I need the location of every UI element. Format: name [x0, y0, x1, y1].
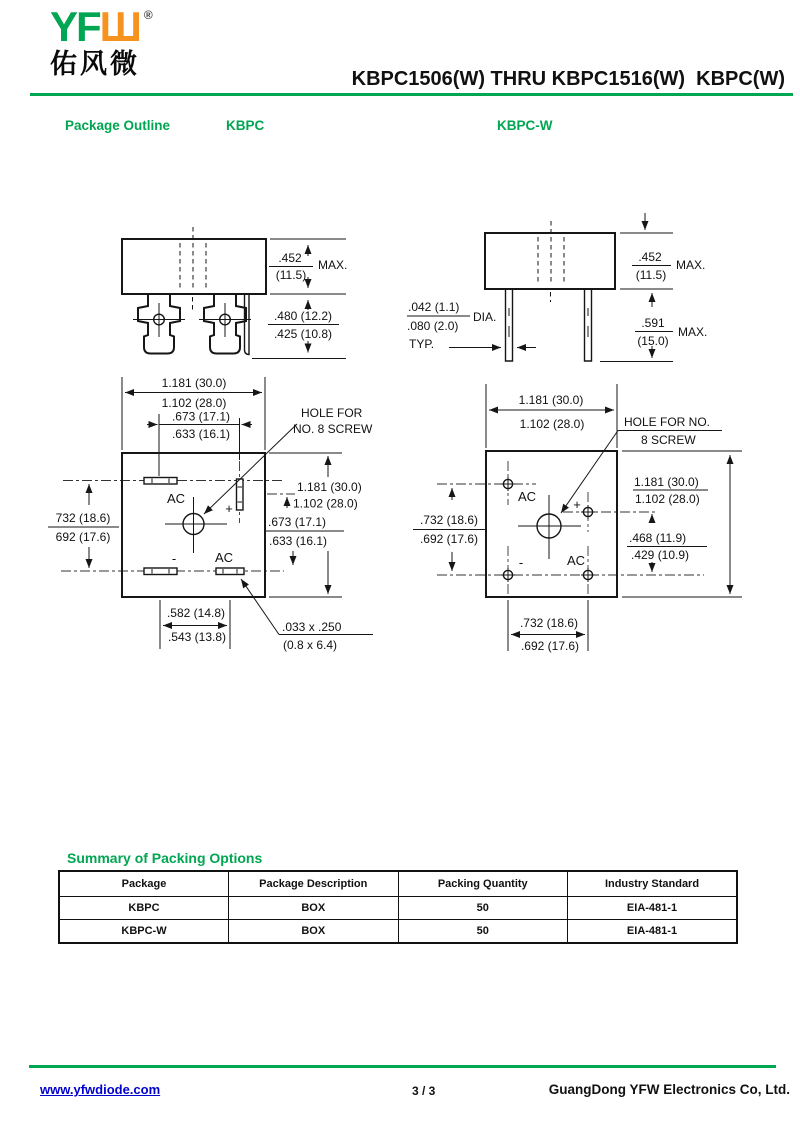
hole-note-line2: 8 SCREW	[641, 433, 696, 447]
dim-label: .673 (17.1)	[171, 409, 231, 424]
kbpc-top-view	[48, 376, 373, 652]
col-header-description: Package Description	[229, 871, 399, 897]
cell-standard: EIA-481-1	[568, 897, 738, 920]
registered-mark-icon: ®	[143, 8, 153, 22]
dim-label: .042 (1.1)	[408, 300, 460, 314]
terminal-label-plus: +	[573, 497, 581, 512]
kbpcw-lead-center-marks	[509, 308, 588, 337]
dim-label: .692 (17.6)	[419, 532, 479, 546]
col-header-quantity: Packing Quantity	[398, 871, 568, 897]
dim-label: TYP.	[409, 337, 435, 351]
kbpcw-top-view	[413, 384, 742, 653]
website-link[interactable]: www.yfwdiode.com	[40, 1082, 161, 1097]
terminal-label-ac-top: AC	[166, 491, 186, 506]
dim-label: 1.181 (30.0)	[518, 393, 584, 407]
logo-chinese-name: 佑风微	[50, 49, 140, 79]
logo-yf-text: YF	[50, 3, 100, 50]
slot-note-line1: .033 x .250	[282, 620, 342, 634]
cell-description: BOX	[229, 897, 399, 920]
dim-label: .080 (2.0)	[407, 319, 459, 333]
dim-label: .591	[641, 316, 665, 330]
hole-note-line2: NO. 8 SCREW	[293, 422, 373, 436]
dim-label: 1.181 (30.0)	[161, 376, 227, 390]
page-number: 3 / 3	[412, 1084, 436, 1098]
dim-label: 732 (18.6)	[55, 511, 111, 525]
kbpc-side-view	[122, 227, 347, 359]
company-name: GuangDong YFW Electronics Co, Ltd.	[548, 1082, 790, 1097]
hole-note-line1: HOLE FOR	[301, 406, 363, 420]
kbpc-body	[122, 239, 266, 294]
terminal-label-ac-bottom: AC	[214, 550, 234, 565]
terminal-label-ac-top: AC	[517, 489, 537, 504]
variant-label-kbpc: KBPC	[226, 118, 265, 133]
kbpc-slot-ac-bottom	[216, 568, 244, 575]
variant-label-kbpc-w: KBPC-W	[497, 118, 553, 133]
package-outline-drawings	[0, 170, 800, 670]
dim-label: MAX.	[318, 258, 348, 272]
dim-label: 1.102 (28.0)	[293, 496, 358, 511]
table-row	[59, 920, 737, 944]
dim-label: .480 (12.2)	[273, 309, 333, 323]
kbpcw-body	[485, 233, 615, 289]
kbpcw-lead-left	[506, 289, 513, 361]
dim-label: .452	[638, 250, 662, 264]
cell-quantity: 50	[398, 920, 568, 944]
kbpc-slot-plus	[237, 479, 244, 510]
dim-label: .543 (13.8)	[167, 630, 227, 644]
cell-package: KBPC-W	[59, 920, 229, 944]
terminal-label-ac-bottom: AC	[566, 553, 586, 568]
yfw-logo	[50, 3, 153, 79]
dim-label: MAX.	[676, 258, 706, 272]
terminal-label-minus: -	[518, 555, 524, 570]
logo-wordmark	[50, 3, 153, 50]
dim-label: .633 (16.1)	[269, 534, 328, 548]
dim-label: MAX.	[678, 325, 708, 339]
cell-package: KBPC	[59, 897, 229, 920]
dim-label: .732 (18.6)	[419, 513, 479, 527]
dim-label: .582 (14.8)	[166, 606, 226, 620]
kbpcw-side-view	[407, 213, 707, 362]
page-title: KBPC1506(W) THRU KBPC1516(W) KBPC(W)	[351, 68, 785, 90]
dim-label: 692 (17.6)	[55, 530, 111, 544]
dim-label: .429 (10.9)	[631, 548, 690, 562]
terminal-label-minus: -	[171, 551, 177, 566]
dim-label: (15.0)	[637, 334, 669, 348]
col-header-standard: Industry Standard	[568, 871, 738, 897]
dim-label: 1.102 (28.0)	[635, 492, 700, 506]
cell-standard: EIA-481-1	[568, 920, 738, 944]
kbpc-terminal-edge	[245, 294, 250, 355]
dim-label: DIA.	[473, 310, 497, 324]
dim-label: .732 (18.6)	[519, 616, 579, 630]
slot-note-line2: (0.8 x 6.4)	[283, 638, 338, 652]
header-divider	[30, 93, 793, 96]
footer-divider	[29, 1065, 776, 1068]
terminal-label-plus: +	[225, 501, 233, 516]
logo-w-glyph: Ш	[99, 3, 142, 50]
dim-label: .633 (16.1)	[171, 427, 231, 441]
kbpcw-hole-crosshair	[518, 495, 581, 559]
col-header-package: Package	[59, 871, 229, 897]
dim-label: .692 (17.6)	[520, 639, 580, 653]
dim-label: 1.102 (28.0)	[161, 396, 227, 410]
dim-label: .452	[278, 251, 302, 265]
dim-label: (11.5)	[275, 268, 307, 282]
kbpcw-lead-right	[585, 289, 592, 361]
dim-label: (11.5)	[635, 268, 667, 282]
dim-label: .673 (17.1)	[268, 515, 327, 529]
dim-label: 1.181 (30.0)	[634, 475, 699, 489]
section-package-outline: Package Outline	[65, 118, 171, 133]
cell-quantity: 50	[398, 897, 568, 920]
packing-options-heading: Summary of Packing Options	[67, 850, 263, 866]
dim-label: 1.181 (30.0)	[297, 480, 362, 494]
dim-label: 1.102 (28.0)	[519, 417, 585, 431]
kbpc-slot-ac-top	[144, 478, 177, 485]
table-row	[59, 897, 737, 920]
dim-label: .425 (10.8)	[273, 327, 333, 341]
cell-description: BOX	[229, 920, 399, 944]
dim-label: .468 (11.9)	[629, 531, 687, 545]
hole-note-line1: HOLE FOR NO.	[624, 415, 711, 429]
kbpc-slot-minus	[144, 568, 177, 575]
packing-options-table	[58, 870, 738, 944]
table-header-row	[59, 871, 737, 897]
